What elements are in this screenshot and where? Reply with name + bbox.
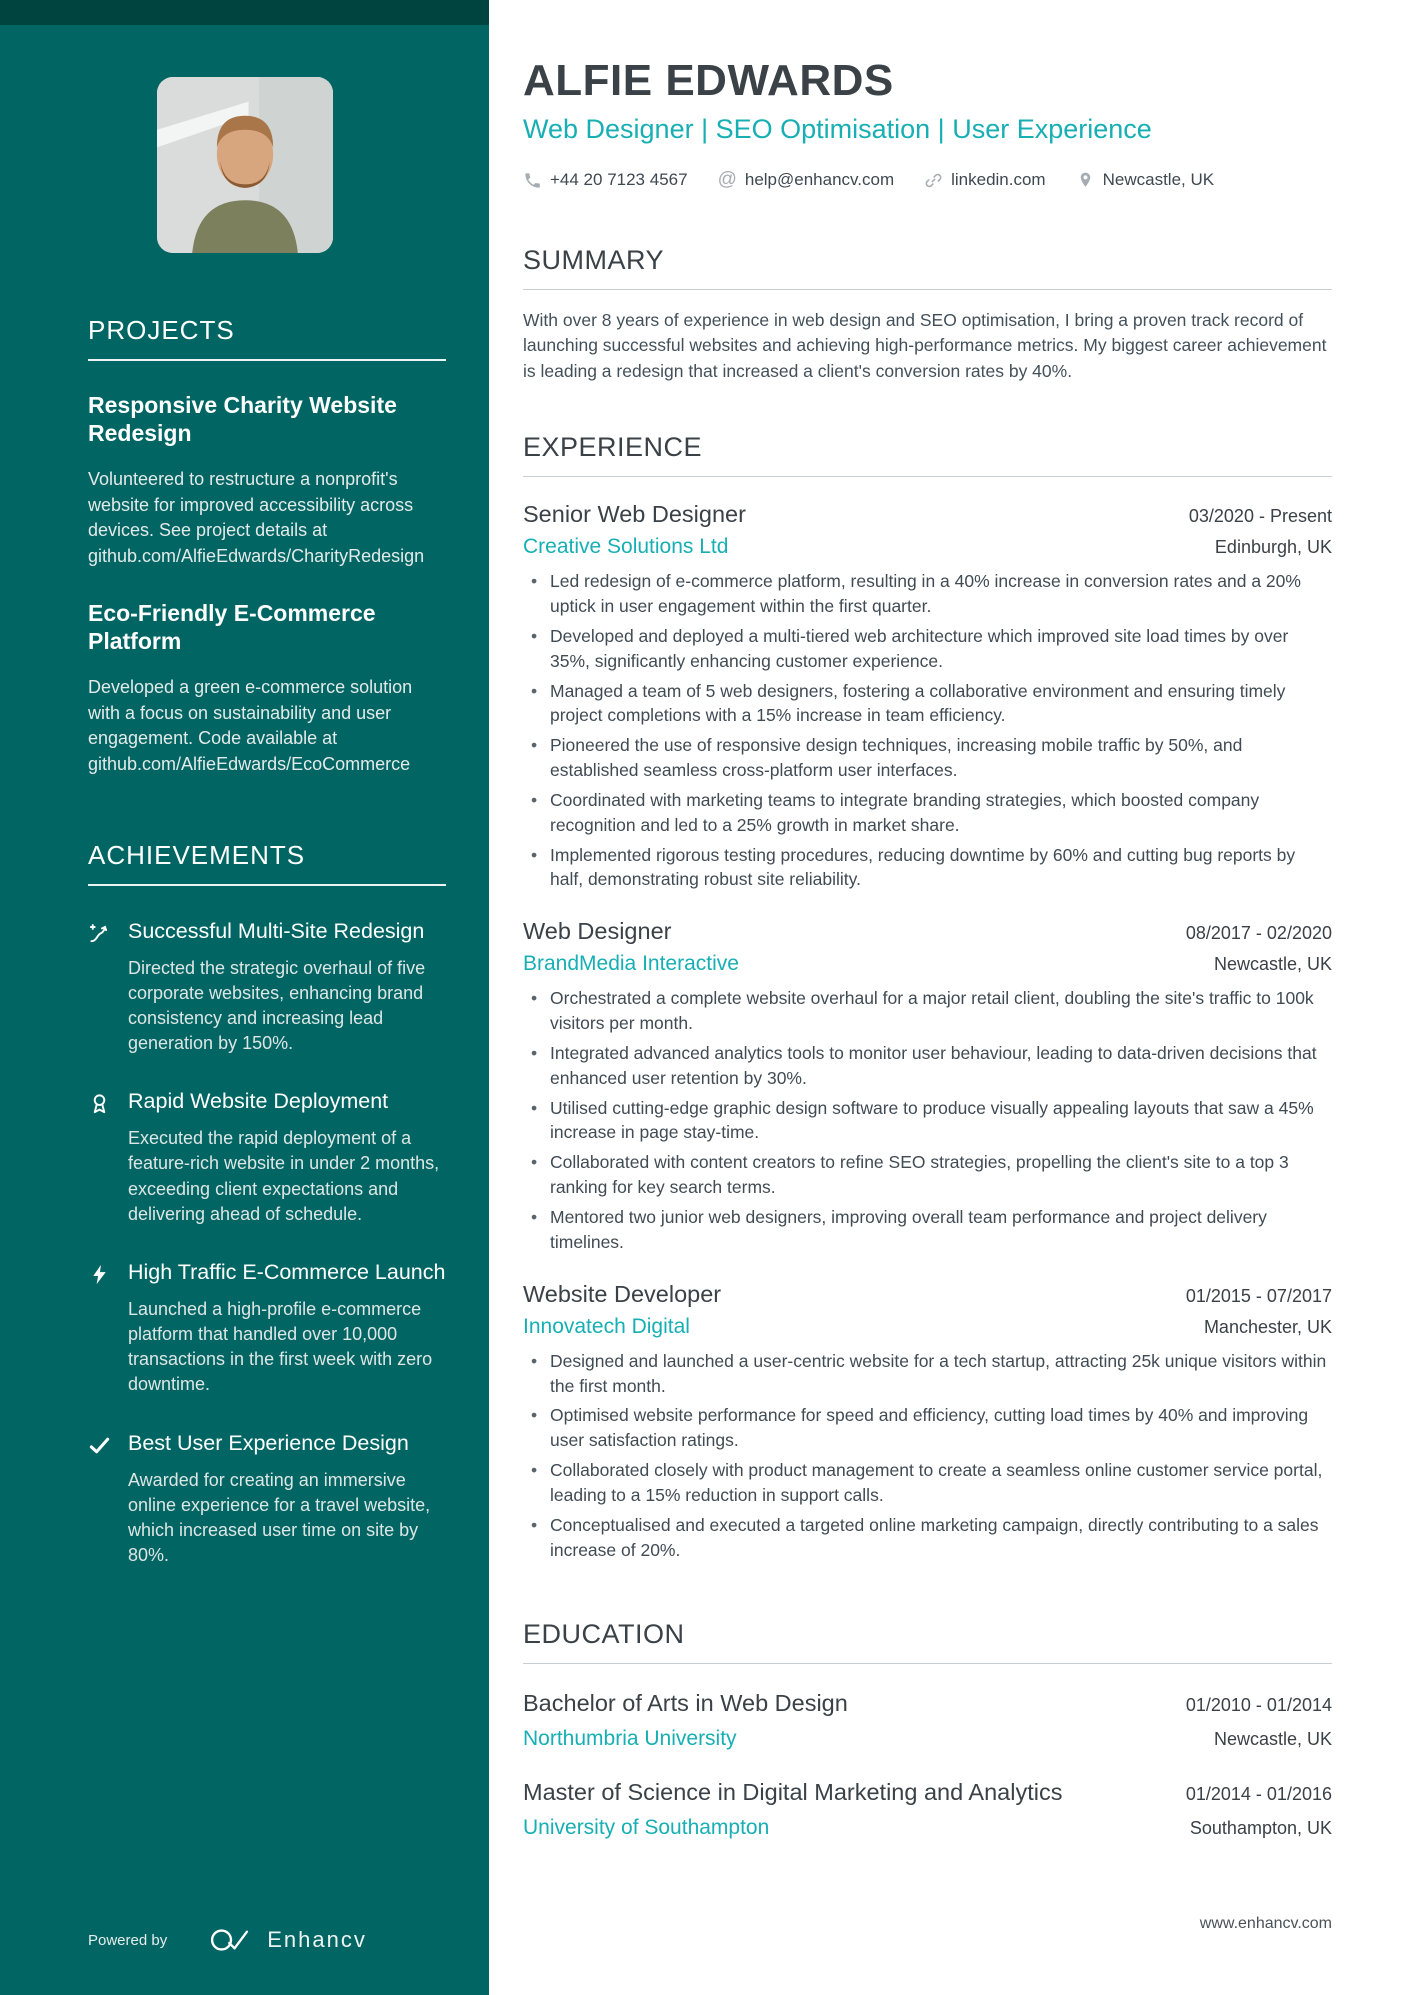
check-icon xyxy=(88,1430,128,1569)
achievement-item xyxy=(88,1259,446,1398)
bullet-item: • Designed and launched a user-centric website for a tech startup, attracting 25k unique visitors within the first month. xyxy=(523,1349,1332,1399)
projects-divider xyxy=(88,359,446,361)
job-role: Senior Web Designer xyxy=(523,501,746,528)
experience-divider xyxy=(523,476,1332,477)
bullet-item: • Led redesign of e-commerce platform, resulting in a 40% increase in conversion rates and a 20% uptick in user engagement within the first quarter. xyxy=(523,569,1332,619)
job-bullets xyxy=(523,569,1332,892)
summary-title: SUMMARY xyxy=(523,245,665,275)
profile-photo-illustration xyxy=(157,77,333,253)
job-location: Edinburgh, UK xyxy=(1214,537,1332,558)
job-entry xyxy=(523,501,1332,892)
bolt-icon xyxy=(88,1259,128,1398)
job-company: Creative Solutions Ltd xyxy=(523,535,729,559)
achievements-title: ACHIEVEMENTS xyxy=(88,839,306,870)
experience-title: EXPERIENCE xyxy=(523,432,703,463)
achievement-title: Rapid Website Deployment xyxy=(128,1089,389,1114)
job-role: Web Designer xyxy=(523,918,672,945)
achievements-section xyxy=(0,778,489,1569)
powered-by-label: Powered by xyxy=(88,1931,168,1949)
bullet-item: • Mentored two junior web designers, improving overall team performance and project delivery timelines. xyxy=(523,1205,1332,1255)
at-icon: @ xyxy=(717,169,737,190)
email-value[interactable]: help@enhancv.com xyxy=(744,170,895,189)
job-dates: 03/2020 - Present xyxy=(1188,506,1332,527)
sidebar-top-strip xyxy=(0,0,489,25)
school-location: Southampton, UK xyxy=(1189,1818,1332,1839)
job-location: Manchester, UK xyxy=(1203,1316,1332,1337)
enhancv-brand: Enhancv xyxy=(267,1927,367,1952)
degree-dates: 01/2014 - 01/2016 xyxy=(1185,1784,1332,1805)
achievement-item xyxy=(88,1430,446,1569)
education-title: EDUCATION xyxy=(523,1619,685,1650)
candidate-name: ALFIE EDWARDS xyxy=(523,56,894,105)
location-item xyxy=(1076,170,1214,190)
sidebar xyxy=(0,0,489,1995)
bullet-item: • Optimised website performance for speed and efficiency, cutting load times by 40% and improving user satisfaction ratings. xyxy=(523,1403,1332,1453)
degree-dates: 01/2010 - 01/2014 xyxy=(1185,1695,1332,1716)
bullet-item: • Conceptualised and executed a targeted online marketing campaign, directly contributing to a sales increase of 20%. xyxy=(523,1513,1332,1563)
degree-name: Bachelor of Arts in Web Design xyxy=(523,1690,848,1717)
achievement-description: Launched a high-profile e-commerce platform that handled over 10,000 transactions in the first week with zero downtime. xyxy=(128,1298,433,1395)
job-company: Innovatech Digital xyxy=(523,1314,690,1338)
education-section xyxy=(523,1619,1332,1840)
job-bullets xyxy=(523,1349,1332,1563)
job-bullets xyxy=(523,986,1332,1254)
profile-photo xyxy=(157,77,333,253)
link-icon xyxy=(924,171,943,190)
projects-section xyxy=(0,253,489,778)
bullet-item: • Collaborated with content creators to refine SEO strategies, propelling the client's site to a top 3 ranking for key search terms. xyxy=(523,1150,1332,1200)
bullet-item: • Integrated advanced analytics tools to monitor user behaviour, leading to data-driven decisions that enhanced user retention by 30%. xyxy=(523,1041,1332,1091)
project-description: Developed a green e-commerce solution with a focus on sustainability and user engagement. Code available at github.com/AlfieEdwards/EcoCommerce xyxy=(88,677,413,775)
bullet-item: • Developed and deployed a multi-tiered web architecture which improved site load times by over 35%, significantly enhancing customer experience. xyxy=(523,624,1332,674)
email-item xyxy=(718,169,895,191)
medal-icon xyxy=(88,1088,128,1227)
enhancv-logo-icon xyxy=(209,1927,253,1953)
achievement-item xyxy=(88,1088,446,1227)
achievement-description: Executed the rapid deployment of a feature-rich website in under 2 months, exceeding client expectations and delivering ahead of schedule. xyxy=(128,1128,440,1224)
summary-text: With over 8 years of experience in web design and SEO optimisation, I bring a proven track record of launching successful websites and achieving high-performance metrics. My biggest career achievement is leading a redesign that increased a client's conversion rates by 40%. xyxy=(523,310,1327,381)
phone-value[interactable]: +44 20 7123 4567 xyxy=(550,170,688,189)
location-pin-icon xyxy=(1076,171,1095,190)
bullet-item: • Implemented rigorous testing procedures, reducing downtime by 60% and cutting bug reports by half, demonstrating robust site reliability. xyxy=(523,843,1332,893)
linkedin-value[interactable]: linkedin.com xyxy=(951,170,1046,189)
job-dates: 08/2017 - 02/2020 xyxy=(1185,923,1332,944)
job-entry xyxy=(523,918,1332,1254)
job-company: BrandMedia Interactive xyxy=(523,952,739,976)
candidate-title: Web Designer | SEO Optimisation | User Experience xyxy=(523,114,1152,144)
education-divider xyxy=(523,1663,1332,1664)
project-title: Eco-Friendly E-Commerce Platform xyxy=(88,600,376,655)
bullet-item: • Coordinated with marketing teams to integrate branding strategies, which boosted company recognition and led to a 25% growth in market share. xyxy=(523,788,1332,838)
bullet-item: • Orchestrated a complete website overhaul for a major retail client, doubling the site's traffic to 100k visitors per month. xyxy=(523,986,1332,1036)
bullet-item: • Managed a team of 5 web designers, fostering a collaborative environment and ensuring timely project completions with a 15% increase in team efficiency. xyxy=(523,679,1332,729)
achievement-description: Directed the strategic overhaul of five corporate websites, enhancing brand consistency and increasing lead generation by 150%. xyxy=(128,957,426,1054)
projects-title: PROJECTS xyxy=(88,315,235,345)
job-location: Newcastle, UK xyxy=(1213,954,1332,975)
project-description: Volunteered to restructure a nonprofit's website for improved accessibility across devices. See project details at github.com/AlfieEdwards/CharityRedesign xyxy=(88,469,425,566)
linkedin-item xyxy=(924,170,1046,190)
contact-bar xyxy=(523,169,1332,191)
school-name: Northumbria University xyxy=(523,1727,737,1751)
achievements-divider xyxy=(88,884,446,886)
achievement-item xyxy=(88,918,446,1057)
site-url[interactable]: www.enhancv.com xyxy=(1199,1915,1332,1932)
phone-item xyxy=(523,170,688,190)
achievement-title: Best User Experience Design xyxy=(128,1430,409,1455)
bullet-item: • Pioneered the use of responsive design techniques, increasing mobile traffic by 50%, and established seamless cross-platform user interfaces. xyxy=(523,733,1332,783)
degree-name: Master of Science in Digital Marketing and Analytics xyxy=(523,1779,1063,1806)
achievement-title: High Traffic E-Commerce Launch xyxy=(128,1259,446,1284)
phone-icon xyxy=(523,171,542,190)
project-title: Responsive Charity Website Redesign xyxy=(88,392,397,447)
main-footer xyxy=(523,1915,1332,1995)
route-milestone-icon xyxy=(88,918,128,1057)
experience-section xyxy=(523,432,1332,1567)
school-name: University of Southampton xyxy=(523,1816,770,1840)
main-content xyxy=(489,0,1410,1995)
location-value: Newcastle, UK xyxy=(1102,170,1215,189)
bullet-item: • Collaborated closely with product management to create a seamless online customer service portal, leading to a 15% reduction in support calls. xyxy=(523,1458,1332,1508)
achievement-description: Awarded for creating an immersive online experience for a travel website, which increased user time on site by 80%. xyxy=(128,1469,431,1566)
degree-entry xyxy=(523,1777,1332,1840)
project-item xyxy=(88,391,446,569)
achievement-title: Successful Multi-Site Redesign xyxy=(128,918,425,943)
job-entry xyxy=(523,1281,1332,1563)
school-location: Newcastle, UK xyxy=(1213,1729,1332,1750)
summary-divider xyxy=(523,289,1332,290)
sidebar-footer xyxy=(0,1927,489,1995)
job-dates: 01/2015 - 07/2017 xyxy=(1185,1285,1332,1306)
summary-section xyxy=(523,245,1332,384)
degree-entry xyxy=(523,1688,1332,1751)
project-item xyxy=(88,599,446,777)
job-role: Website Developer xyxy=(523,1280,722,1307)
bullet-item: • Utilised cutting-edge graphic design software to produce visually appealing layouts that saw a 45% increase in page stay-time. xyxy=(523,1096,1332,1146)
